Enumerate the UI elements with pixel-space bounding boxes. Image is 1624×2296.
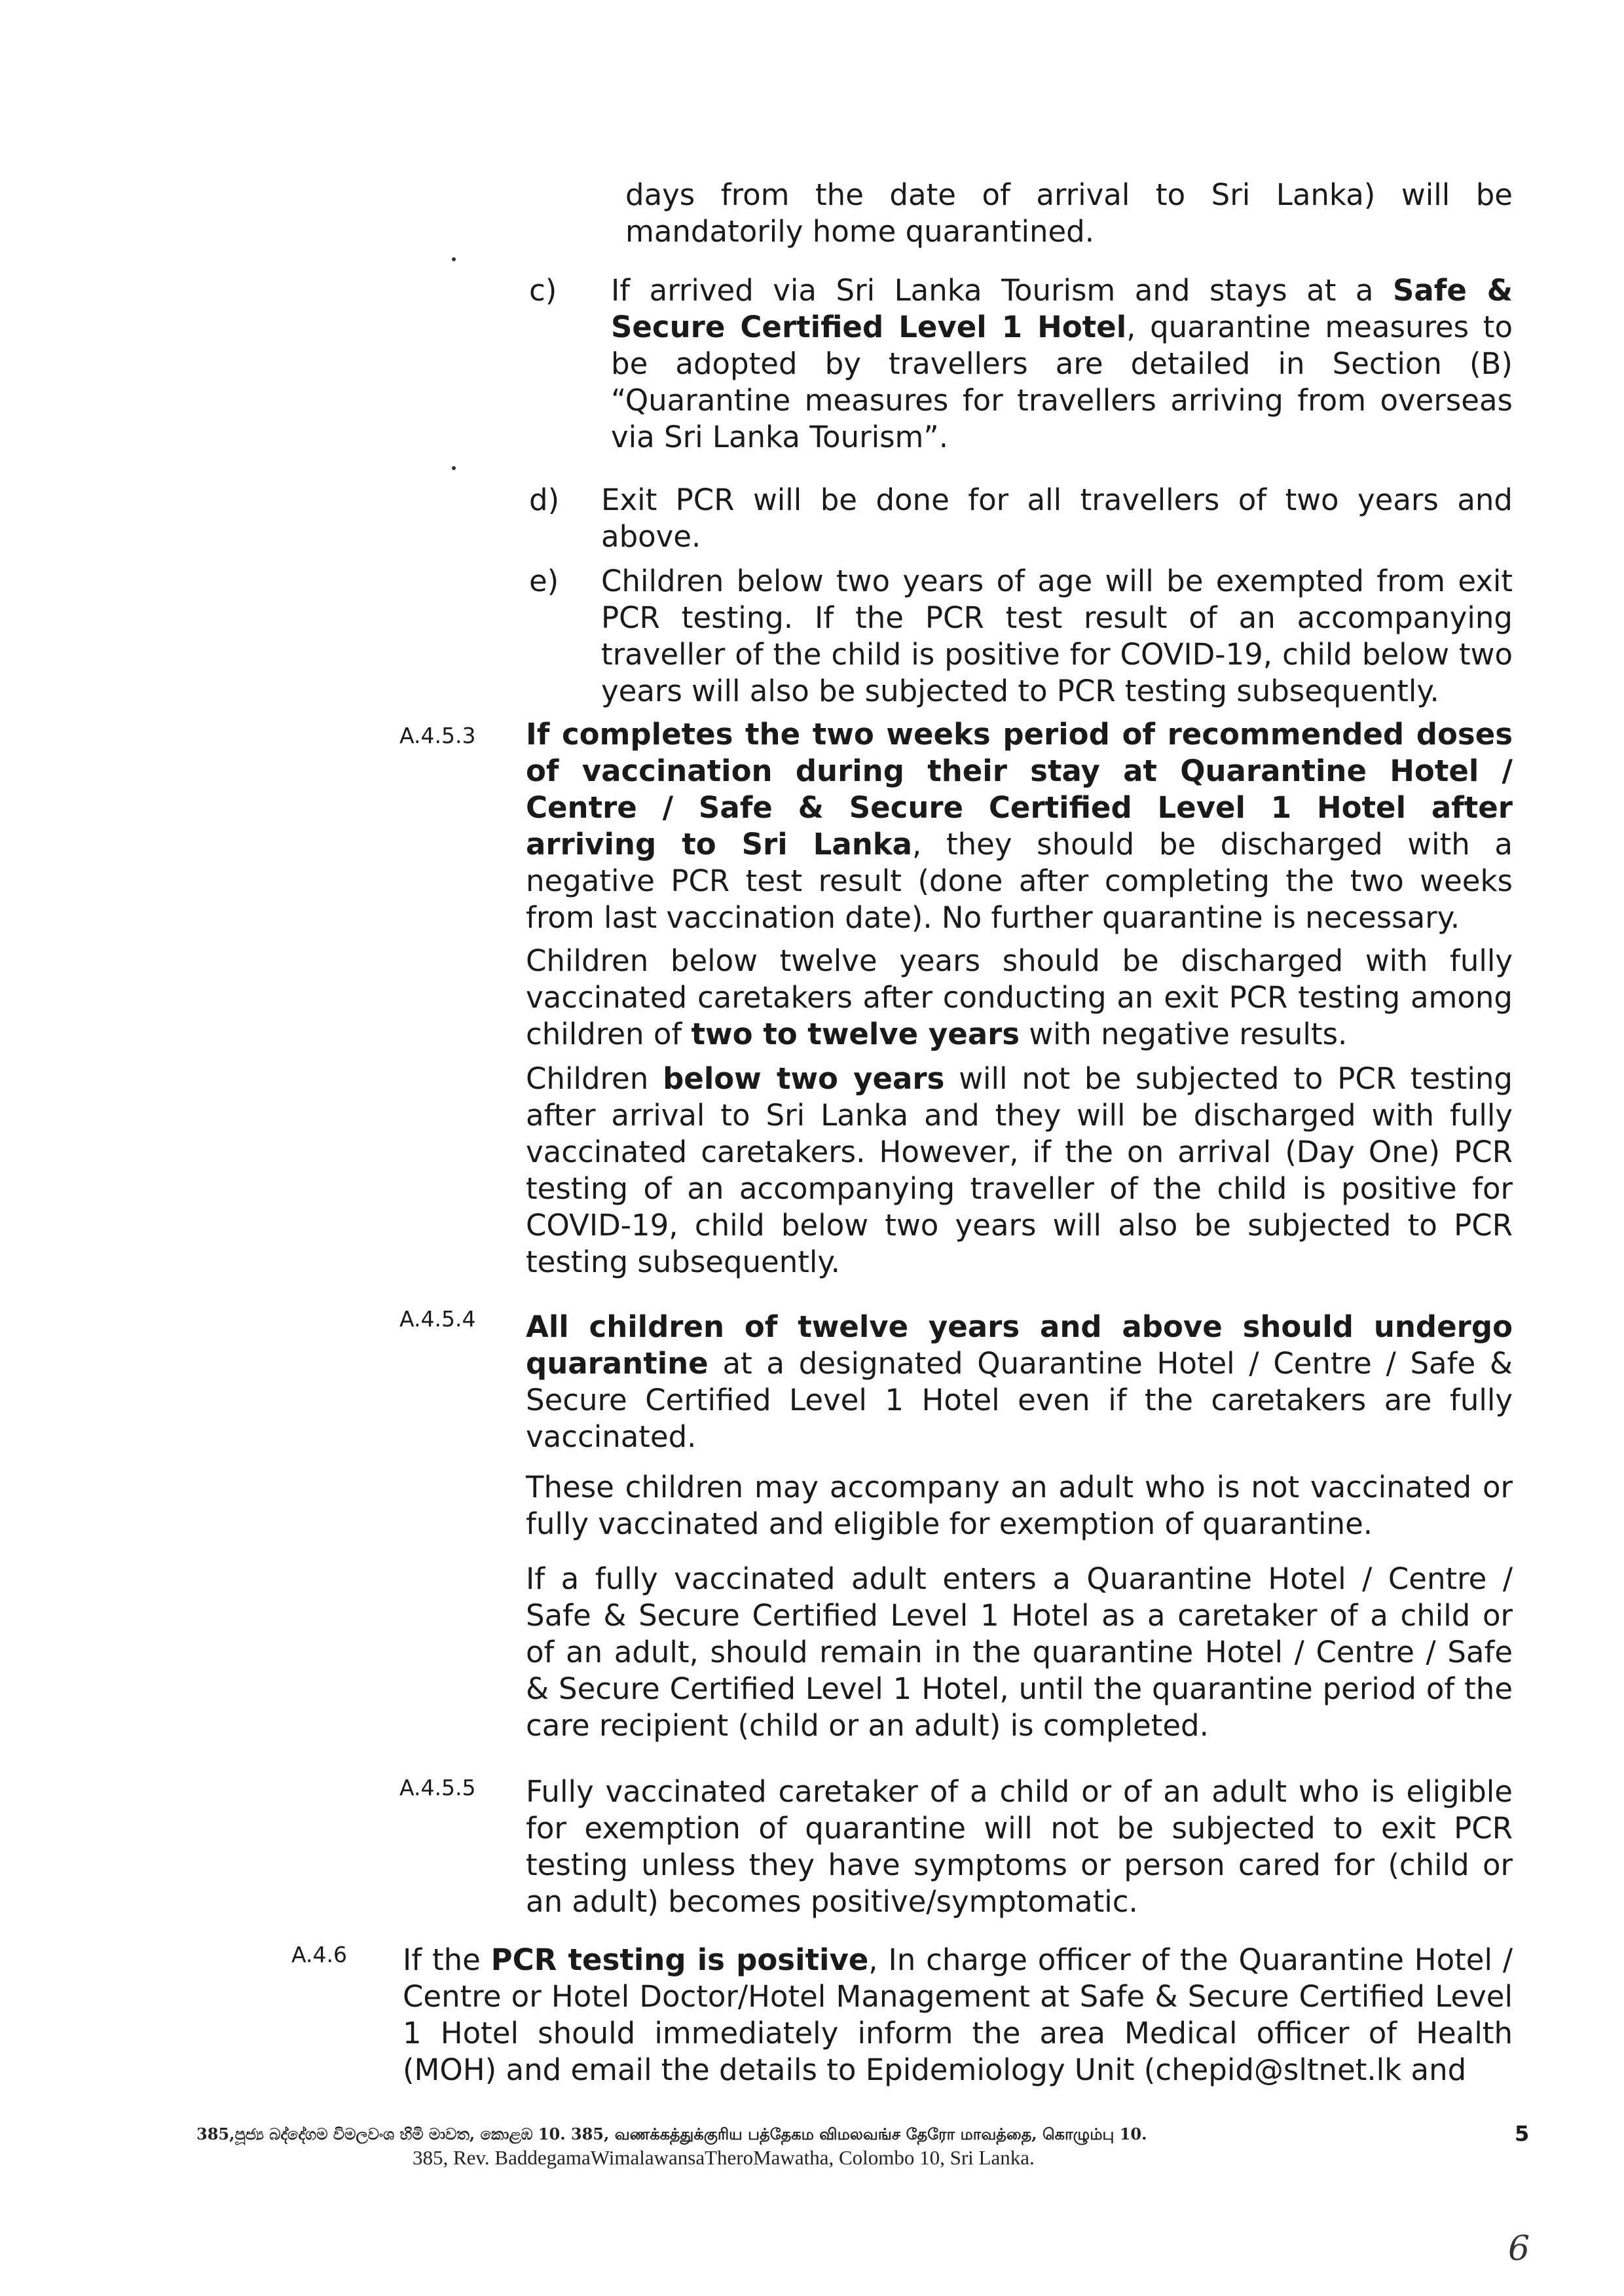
section-a454-bold: All children of twelve years and above should undergo quarantine — [526, 1309, 1513, 1381]
section-a454-p2: These children may accompany an adult who is not vaccinated or fully vaccinated and eligible for exemption of quarantine. — [526, 1470, 1513, 1541]
continuation-text: days from the date of arrival to Sri Lanka) will be mandatorily home quarantined. — [625, 177, 1513, 249]
item-c-post: , quarantine measures to be adopted by travellers are detailed in Section (B) “Quarantine measures for travellers arriving from overseas via Sri Lanka Tourism”. — [611, 310, 1513, 454]
item-c-text — [611, 272, 1513, 456]
footer-address-english: 385, Rev. BaddegamaWimalawansaTheroMawatha, Colombo 10, Sri Lanka. — [413, 2146, 1035, 2169]
section-a453-p2 — [526, 943, 1513, 1053]
section-a453-post: , they should be discharged with a negative PCR test result (done after completing the two weeks from last vaccination date). No further quarantine is necessary. — [526, 827, 1513, 935]
section-a453-bold: If completes the two weeks period of recommended doses of vaccination during their stay at Quarantine Hotel / Centre / Safe & Secure Certified Level 1 Hotel after arriving to Sri Lanka — [526, 717, 1513, 862]
section-label-a453: A.4.5.3 — [399, 723, 476, 748]
item-d-text: Exit PCR will be done for all travellers of two years and above. — [601, 483, 1513, 554]
page-number: 5 — [1515, 2121, 1530, 2146]
section-a454-post: at a designated Quarantine Hotel / Centre / Safe & Secure Certified Level 1 Hotel even if the caretakers are fully vaccinated. — [526, 1346, 1513, 1454]
item-c-bold: Safe & Secure Certified Level 1 Hotel — [611, 273, 1513, 344]
section-label-a46: A.4.6 — [291, 1942, 347, 1967]
section-a453-p3 — [526, 1061, 1513, 1281]
scan-dot — [452, 466, 456, 470]
item-c-label: c) — [529, 273, 557, 308]
section-a454-text — [526, 1309, 1513, 1455]
section-a453-p2-post: with negative results. — [1020, 1017, 1348, 1051]
section-a46-text — [403, 1942, 1513, 2088]
item-e-label: e) — [529, 564, 559, 598]
section-a453-p2-bold: two to twelve years — [691, 1017, 1020, 1051]
section-a453-p3-pre: Children — [526, 1061, 663, 1096]
footer-address-local: 385,පූජ්‍ය බද්දේගම විමලවංශ හිමි මාවත, කොළඹ 10. 385, வணக்கத்துக்குரிய பத்தேகம விமலவங்ச தேரோ மாவத்தை, கொழும்பு 10. — [196, 2124, 1147, 2143]
section-a46-post: , In charge officer of the Quarantine Hotel / Centre or Hotel Doctor/Hotel Management at Safe & Secure Certified Level 1 Hotel should immediately inform the area Medical officer of Health (MOH) and email the details to Epidemiology Unit (chepid@sltnet.lk and — [403, 1942, 1513, 2087]
section-a453-text — [526, 716, 1513, 936]
section-label-a454: A.4.5.4 — [399, 1306, 476, 1332]
handwritten-page-number: 6 — [1508, 2229, 1530, 2269]
section-label-a455: A.4.5.5 — [399, 1775, 476, 1800]
section-a455-text: Fully vaccinated caretaker of a child or of an adult who is eligible for exemption of quarantine will not be subjected to exit PCR testing unless they have symptoms or person cared for (child or an adult) becomes positive/symptomatic. — [526, 1774, 1513, 1919]
scan-dot — [452, 257, 456, 261]
item-d-label: d) — [529, 483, 560, 517]
section-a46-pre: If the — [403, 1942, 491, 1977]
section-a46-bold: PCR testing is positive — [490, 1942, 869, 1977]
section-a453-p2-pre: Children below twelve years should be discharged with fully vaccinated caretakers after conducting an exit PCR testing among children of — [526, 943, 1513, 1051]
section-a453-p3-post: will not be subjected to PCR testing after arrival to Sri Lanka and they will be discharged with fully vaccinated caretakers. However, if the on arrival (Day One) PCR testing of an accompanying traveller of the child is positive for COVID-19, child below two years will also be subjected to PCR testing subsequently. — [526, 1061, 1513, 1279]
item-e-text: Children below two years of age will be exempted from exit PCR testing. If the PCR test result of an accompanying traveller of the child is positive for COVID-19, child below two years will also be subjected to PCR testing subsequently. — [601, 564, 1513, 708]
item-c-pre: If arrived via Sri Lanka Tourism and stays at a — [611, 273, 1393, 308]
section-a453-p3-bold: below two years — [663, 1061, 945, 1096]
section-a454-p3: If a fully vaccinated adult enters a Quarantine Hotel / Centre / Safe & Secure Certified Level 1 Hotel as a caretaker of a child or of an adult, should remain in the quarantine Hotel / Centre / Safe & Secure Certified Level 1 Hotel, until the quarantine period of the care recipient (child or an adult) is completed. — [526, 1561, 1513, 1743]
